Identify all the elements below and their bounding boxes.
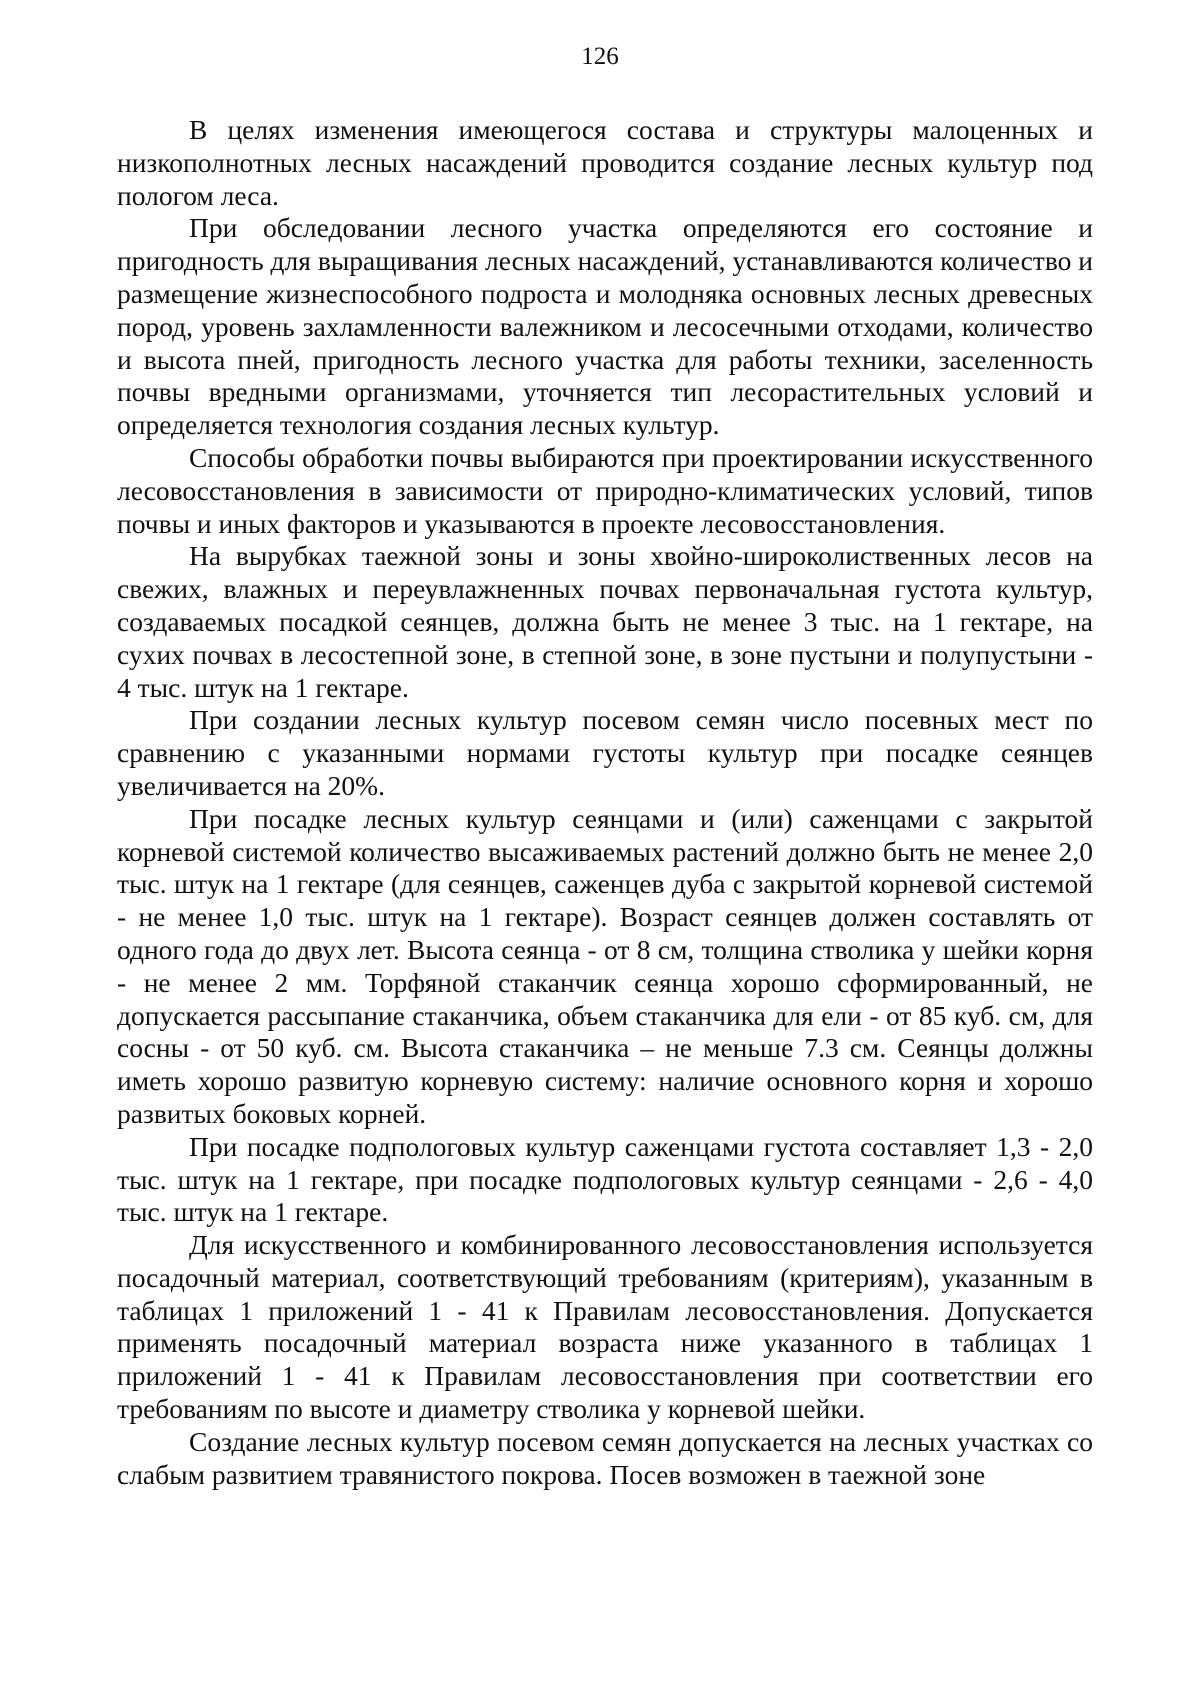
paragraph-seed-sowing: Создание лесных культур посевом семян допускается на лесных участках со слабым развитием травянистого покрова. Посев возможен в таежной зоне [117,1425,1093,1490]
document-body [117,114,1093,1491]
page-number: 126 [581,43,619,70]
paragraph-closed-root-seedlings: При посадке лесных культур сеянцами и (или) саженцами с закрытой корневой системой количество высаживаемых растений должно быть не менее 2,0 тыс. штук на 1 гектаре (для сеянцев, саженцев дуба с закрытой корневой системой - не менее 1,0 тыс. штук на 1 гектаре). Возраст сеянцев должен составлять от одного года до двух лет. Высота сеянца - от 8 см, толщина стволика у шейки корня - не менее 2 мм. Торфяной стаканчик сеянца хорошо сформированный, не допускается рассыпание стаканчика, объем стаканчика для ели - от 85 куб. см, для сосны - от 50 куб. см. Высота стаканчика – не меньше 7.3 см. Сеянцы должны иметь хорошо развитую корневую систему: наличие основного корня и хорошо развитых боковых корней. [117,802,1093,1129]
paragraph-soil-treatment: Способы обработки почвы выбираются при проектировании искусственного лесовосстановления в зависимости от природно-климатических условий, типов почвы и иных факторов и указываются в проекте лесовосстановления. [117,441,1093,539]
paragraph-site-inspection: При обследовании лесного участка определяются его состояние и пригодность для выращивания лесных насаждений, устанавливаются количество и размещение жизнеспособного подроста и молодняка основных лесных древесных пород, уровень захламленности валежником и лесосечными отходами, количество и высота пней, пригодность лесного участка для работы техники, заселенность почвы вредными организмами, уточняется тип лесорастительных условий и определяется технология создания лесных культур. [117,212,1093,441]
paragraph-understory-density: При посадке подпологовых культур саженцами густота составляет 1,3 - 2,0 тыс. штук на 1 гектаре, при посадке подпологовых культур сеянцами - 2,6 - 4,0 тыс. штук на 1 гектаре. [117,1130,1093,1228]
paragraph-initial-density: На вырубках таежной зоны и зоны хвойно-широколиственных лесов на свежих, влажных и переувлажненных почвах первоначальная густота культур, создаваемых посадкой сеянцев, должна быть не менее 3 тыс. на 1 гектаре, на сухих почвах в лесостепной зоне, в степной зоне, в зоне пустыни и полупустыни - 4 тыс. штук на 1 гектаре. [117,540,1093,703]
paragraph-understory-planting: В целях изменения имеющегося состава и структуры малоценных и низкополнотных лесных насаждений проводится создание лесных культур под пологом леса. [117,114,1093,211]
paragraph-seeding-places: При создании лесных культур посевом семян число посевных мест по сравнению с указанными нормами густоты культур при посадке сеянцев увеличивается на 20%. [117,704,1093,801]
paragraph-planting-material: Для искусственного и комбинированного лесовосстановления используется посадочный материал, соответствующий требованиям (критериям), указанным в таблицах 1 приложений 1 - 41 к Правилам лесовосстановления. Допускается применять посадочный материал возраста ниже указанного в таблицах 1 приложений 1 - 41 к Правилам лесовосстановления при соответствии его требованиям по высоте и диаметру стволика у корневой шейки. [117,1229,1093,1425]
